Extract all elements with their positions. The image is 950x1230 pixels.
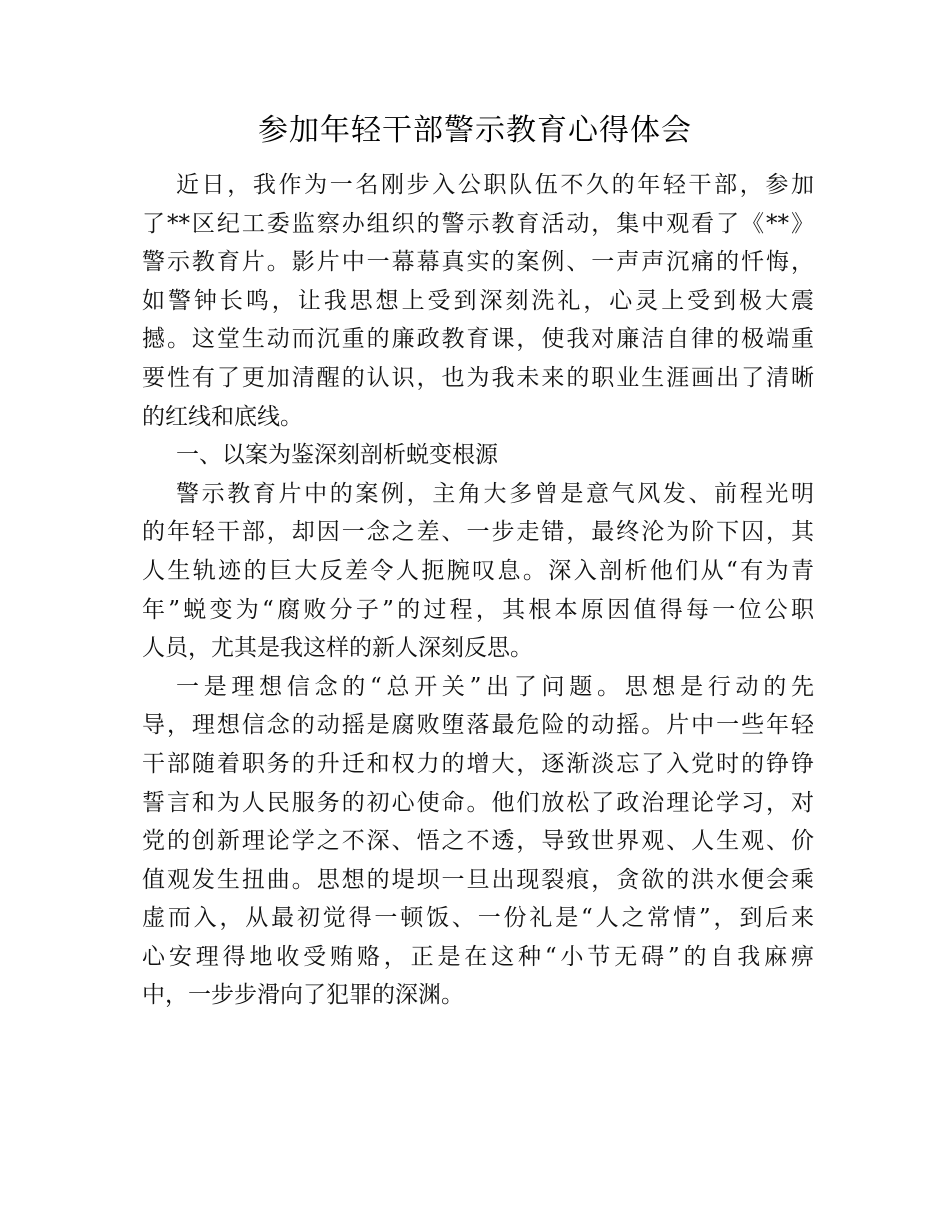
- text-line: 虚而入，从最初觉得一顿饭、一份礼是“人之常情”，到后来: [142, 905, 814, 932]
- document-body: [142, 166, 814, 1015]
- text-line: 党的创新理论学之不深、悟之不透，导致世界观、人生观、价: [142, 828, 814, 855]
- text-line: 誓言和为人民服务的初心使命。他们放松了政治理论学习，对: [142, 789, 814, 816]
- point-one-paragraph: [142, 668, 814, 1015]
- text-line: 警示教育片中的案例，主角大多曾是意气风发、前程光明: [176, 480, 814, 507]
- section-heading-text: 一、以案为鉴深刻剖析蜕变根源: [176, 442, 498, 469]
- text-line: 要性有了更加清醒的认识，也为我未来的职业生涯画出了清晰: [142, 364, 814, 391]
- text-line: 年”蜕变为“腐败分子”的过程，其根本原因值得每一位公职: [142, 596, 814, 623]
- text-line: 警示教育片。影片中一幕幕真实的案例、一声声沉痛的忏悔，: [142, 249, 814, 276]
- text-line: 人员，尤其是我这样的新人深刻反思。: [142, 635, 533, 662]
- text-line: 如警钟长鸣，让我思想上受到深刻洗礼，心灵上受到极大震: [142, 287, 814, 314]
- text-line: 的年轻干部，却因一念之差、一步走错，最终沦为阶下囚，其: [142, 519, 814, 546]
- text-line: 人生轨迹的巨大反差令人扼腕叹息。深入剖析他们从“有为青: [142, 557, 814, 584]
- text-line: 近日，我作为一名刚步入公职队伍不久的年轻干部，参加: [176, 172, 814, 198]
- section-paragraph: [142, 475, 814, 668]
- section-heading: [142, 436, 814, 475]
- text-line: 一是理想信念的“总开关”出了问题。思想是行动的先: [176, 673, 814, 700]
- text-line: 干部随着职务的升迁和权力的增大，逐渐淡忘了入党时的铮铮: [142, 750, 814, 777]
- text-line: 了**区纪工委监察办组织的警示教育活动，集中观看了《**》: [142, 210, 814, 237]
- document-title: 参加年轻干部警示教育心得体会: [258, 113, 692, 148]
- text-line: 心安理得地收受贿赂，正是在这种“小节无碍”的自我麻痹: [142, 943, 814, 970]
- text-line: 导，理想信念的动摇是腐败堕落最危险的动摇。片中一些年轻: [142, 712, 814, 739]
- text-line: 撼。这堂生动而沉重的廉政教育课，使我对廉洁自律的极端重: [142, 326, 814, 353]
- text-line: 中，一步步滑向了犯罪的深渊。: [142, 982, 464, 1009]
- text-line: 值观发生扭曲。思想的堤坝一旦出现裂痕，贪欲的洪水便会乘: [142, 866, 814, 893]
- text-line: 的红线和底线。: [142, 403, 303, 430]
- intro-paragraph: [142, 166, 814, 436]
